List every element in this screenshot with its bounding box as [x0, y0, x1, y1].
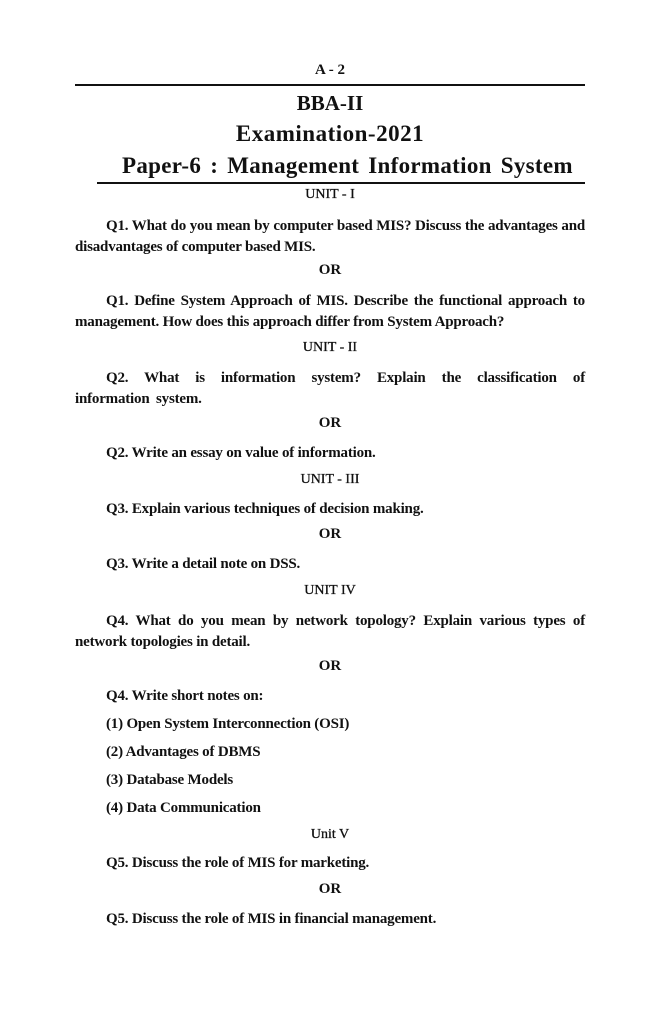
or-separator: OR — [318, 526, 342, 542]
top-divider — [75, 84, 585, 86]
or-separator: OR — [318, 415, 342, 431]
list-item: (3) Database Models — [106, 772, 234, 788]
unit-heading: UNIT - II — [302, 340, 358, 355]
list-item: (4) Data Communication — [106, 800, 261, 816]
or-separator: OR — [318, 262, 342, 278]
unit-heading: UNIT - III — [300, 472, 360, 487]
header-divider — [97, 182, 585, 184]
question: Q2. Write an essay on value of information. — [106, 445, 376, 461]
exam-title: Examination-2021 — [235, 121, 425, 146]
paper-title: Paper-6 : Management Information System — [122, 153, 573, 178]
unit-heading: UNIT - I — [305, 187, 355, 202]
course-title: BBA-II — [296, 91, 364, 115]
question: Q5. Discuss the role of MIS for marketing. — [106, 855, 370, 871]
list-item: (1) Open System Interconnection (OSI) — [106, 716, 350, 732]
or-separator: OR — [318, 658, 342, 674]
or-separator: OR — [318, 881, 342, 897]
question: Q5. Discuss the role of MIS in financial management. — [106, 911, 437, 927]
question: Q3. Write a detail note on DSS. — [106, 556, 301, 572]
question: Q2. What is information system? Explain the classification of information system. — [75, 370, 585, 407]
question: Q1. What do you mean by computer based MIS? Discuss the advantages and disadvantages of computer based MIS. — [75, 218, 585, 255]
question: Q1. Define System Approach of MIS. Describe the functional approach to management. How does this approach differ from System Approach? — [75, 293, 585, 330]
list-item: (2) Advantages of DBMS — [106, 744, 261, 760]
question: Q3. Explain various techniques of decision making. — [106, 501, 424, 517]
question: Q4. What do you mean by network topology? Explain various types of network topologies in detail. — [75, 613, 585, 650]
unit-heading: UNIT IV — [304, 583, 356, 598]
page-label: A - 2 — [315, 62, 345, 78]
unit-heading: Unit V — [310, 827, 350, 842]
question: Q4. Write short notes on: — [106, 688, 264, 704]
